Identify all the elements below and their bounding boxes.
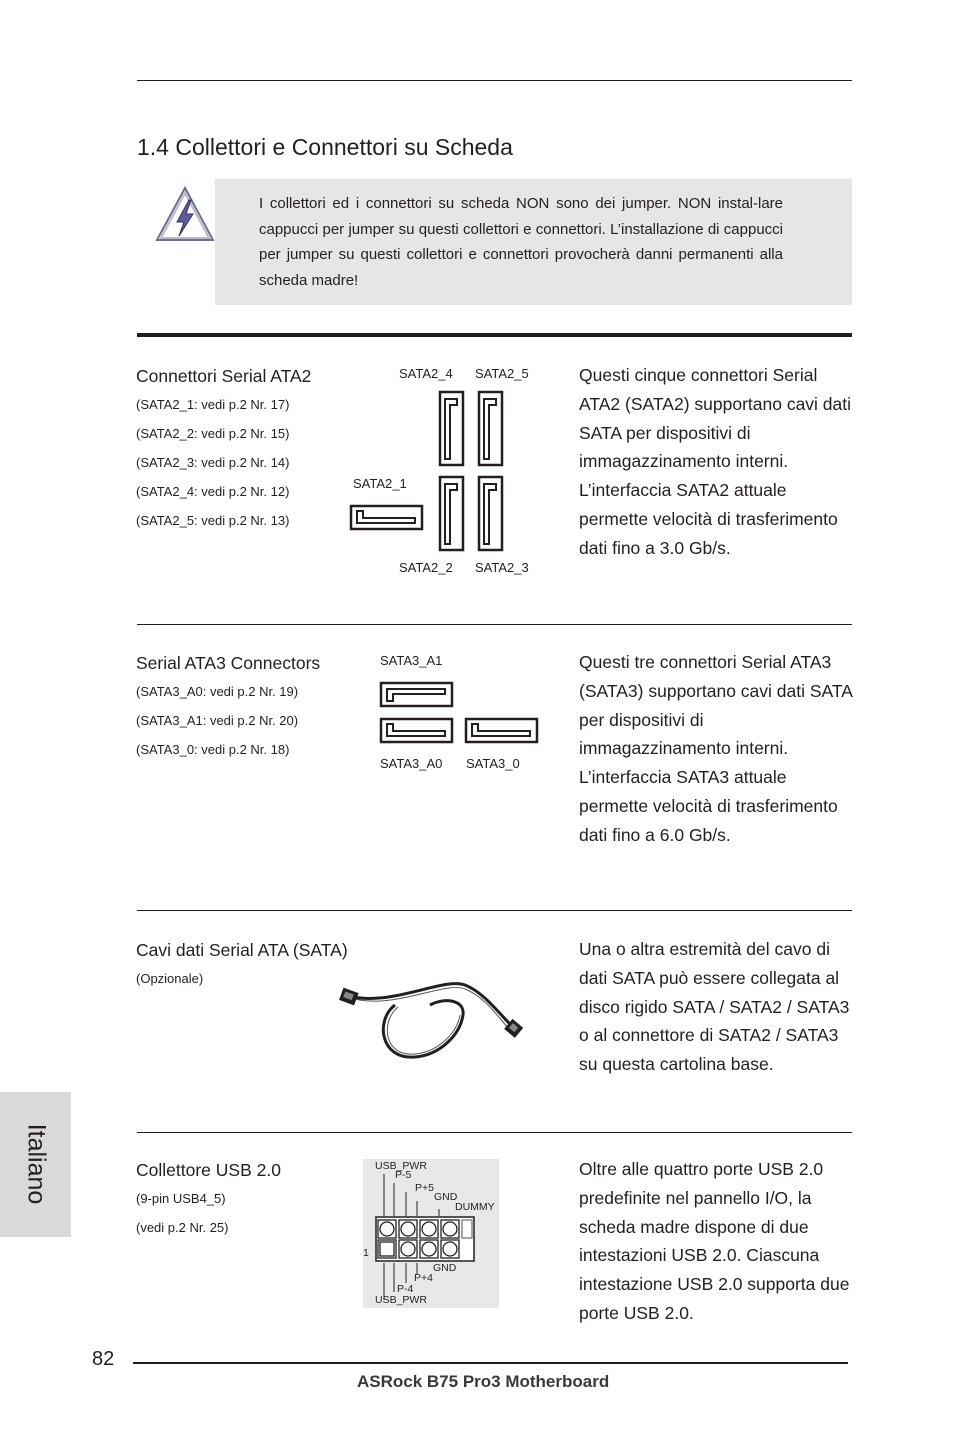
gnd-top-label: GND xyxy=(434,1191,458,1203)
sata2-1-connector xyxy=(351,506,422,529)
language-side-tab-label: Italiano xyxy=(22,1123,51,1205)
sata3-connector-diagram xyxy=(375,675,545,750)
sata2-3-connector xyxy=(479,477,502,550)
sata3-heading: Serial ATA3 Connectors xyxy=(136,653,321,673)
page-number: 82 xyxy=(92,1348,115,1370)
sata2-heading: Connettori Serial ATA2 xyxy=(136,366,312,386)
usb-pwr-bottom-label: USB_PWR xyxy=(375,1294,427,1306)
sata3-0-label: SATA3_0 xyxy=(466,756,520,771)
footer-product-name: ASRock B75 Pro3 Motherboard xyxy=(357,1372,610,1391)
sata3-description: Questi tre connettori Serial ATA3 (SATA3) supportano cavi dati SATA per dispositivi di immagazzinamento interni. L’interfaccia SATA3 attuale permette velocità di trasferimento dati fino a 6.0 Gb/s. xyxy=(579,652,852,845)
sata-cable-description: Una o altra estremità del cavo di dati SATA può essere collegata al disco rigido SATA / SATA2 / SATA3 o al connettore di SATA2 / SATA3 su questa cartolina base. xyxy=(579,939,850,1075)
sata2-2-label: SATA2_2 xyxy=(399,560,453,575)
section-thick-rule xyxy=(137,333,852,337)
p-minus-5-label: P-5 xyxy=(395,1169,412,1181)
p-plus-5-label: P+5 xyxy=(415,1182,434,1194)
sata3-ref-2: (SATA3_A1: vedi p.2 Nr. 20) xyxy=(136,713,299,728)
sata3-ref-1: (SATA3_A0: vedi p.2 Nr. 19) xyxy=(136,684,299,699)
sata2-3-label: SATA2_3 xyxy=(475,560,529,575)
warning-note-text: I collettori ed i connettori su scheda NON sono dei jumper. NON instal-lare cappucci per jumper su questi collettori e connettori. L’installazione di cappucci per jumper su questi collettori e connettori provocherà danni permanenti alla scheda madre! xyxy=(259,195,783,289)
divider-3 xyxy=(137,1132,852,1133)
usb-description: Oltre alle quattro porte USB 2.0 predefinite nel pannello I/O, la scheda madre dispone di due intestazioni USB 2.0. Ciascuna intestazione USB 2.0 supporta due porte USB 2.0. xyxy=(579,1159,850,1323)
usb-ref-1: (9-pin USB4_5) xyxy=(136,1191,226,1206)
sata2-1-label: SATA2_1 xyxy=(353,476,407,491)
sata3-a0-label: SATA3_A0 xyxy=(380,756,443,771)
sata-cable-heading: Cavi dati Serial ATA (SATA) xyxy=(136,940,348,960)
sata2-5-label: SATA2_5 xyxy=(475,366,529,381)
sata3-a0-connector xyxy=(381,719,452,742)
usb-heading: Collettore USB 2.0 xyxy=(136,1160,281,1180)
sata3-a1-connector xyxy=(381,683,452,706)
dummy-label: DUMMY xyxy=(455,1201,495,1213)
sata-cable-optional: (Opzionale) xyxy=(136,971,204,986)
sata2-description: Questi cinque connettori Serial ATA2 (SATA2) supportano cavi dati SATA per dispositivi di immagazzinamento interni. L’interfaccia SATA2 attuale permette velocità di trasferimento dati fino a 3.0 Gb/s. xyxy=(579,365,852,558)
usb-ref-2: (vedi p.2 Nr. 25) xyxy=(136,1220,229,1235)
sata2-ref-3: (SATA2_3: vedi p.2 Nr. 14) xyxy=(136,455,290,470)
sata-cable-illustration xyxy=(335,975,530,1065)
divider-2 xyxy=(137,910,852,911)
p-minus-4-label: P-4 xyxy=(397,1283,414,1295)
sata2-ref-2: (SATA2_2: vedi p.2 Nr. 15) xyxy=(136,426,290,441)
sata2-ref-4: (SATA2_4: vedi p.2 Nr. 12) xyxy=(136,484,290,499)
usb-pwr-top-label: USB_PWR xyxy=(375,1160,427,1172)
divider-1 xyxy=(137,624,852,625)
sata3-0-connector xyxy=(466,719,537,742)
sata2-4-connector xyxy=(440,392,463,465)
footer-rule xyxy=(133,1362,848,1364)
sata2-ref-5: (SATA2_5: vedi p.2 Nr. 13) xyxy=(136,513,290,528)
p-plus-4-label: P+4 xyxy=(414,1272,433,1284)
sata2-4-label: SATA2_4 xyxy=(399,366,453,381)
warning-triangle-icon xyxy=(155,184,217,244)
sata2-5-connector xyxy=(479,392,502,465)
pin-1-label: 1 xyxy=(363,1247,369,1259)
sata3-a1-label: SATA3_A1 xyxy=(380,653,443,668)
top-rule xyxy=(137,80,852,81)
sata2-2-connector xyxy=(440,477,463,550)
sata3-ref-3: (SATA3_0: vedi p.2 Nr. 18) xyxy=(136,742,290,757)
section-title: 1.4 Collettori e Connettori su Scheda xyxy=(137,134,513,160)
sata2-connector-diagram xyxy=(345,385,515,560)
sata2-ref-1: (SATA2_1: vedi p.2 Nr. 17) xyxy=(136,397,290,412)
gnd-bottom-label: GND xyxy=(433,1262,457,1274)
usb-pinout-diagram xyxy=(363,1159,499,1308)
